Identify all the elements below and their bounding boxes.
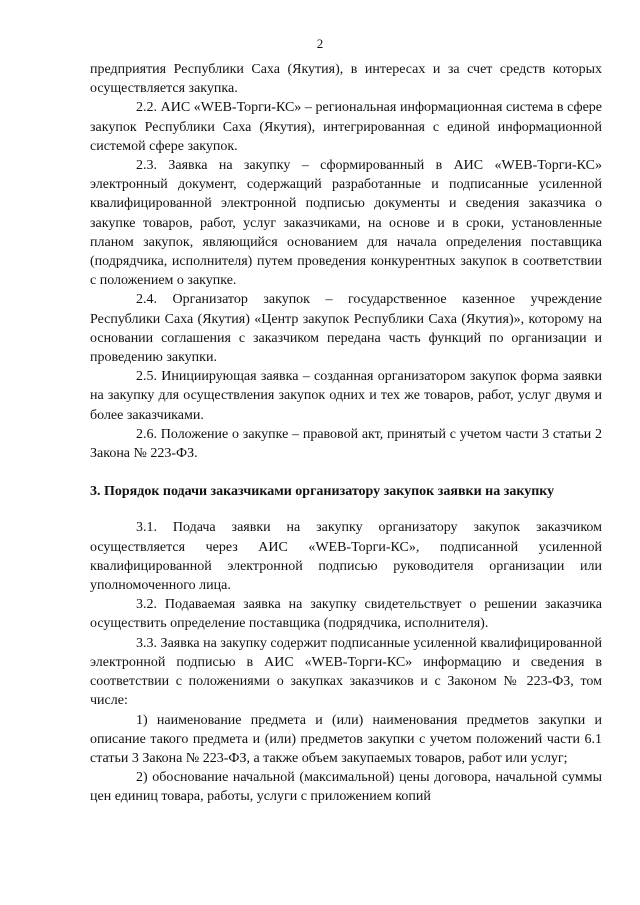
- paragraph: 3.2. Подаваемая заявка на закупку свидетельствует о решении заказчика осуществить определение поставщика (подрядчика, исполнителя).: [90, 597, 602, 632]
- spacer: [90, 463, 602, 482]
- paragraph: 2.4. Организатор закупок – государственное казенное учреждение Республики Саха (Якутия) «Центр закупок Республики Саха (Якутия)», которому на основании соглашения с заказчиком передана часть функций по организации и проведению закупки.: [90, 292, 602, 366]
- spacer: [90, 501, 602, 518]
- paragraph: 3.3. Заявка на закупку содержит подписанные усиленной квалифицированной электронной подписью в АИС «WEB-Торги-КС» информацию и сведения в соответствии с положениями о закупках заказчиков и с Законом № 223-ФЗ, том числе:: [90, 635, 602, 709]
- paragraph: 2) обоснование начальной (максимальной) цены договора, начальной суммы цен единиц товара, работы, услуги с приложением копий: [90, 770, 602, 805]
- document-body: [90, 60, 602, 807]
- paragraph: 2.3. Заявка на закупку – сформированный в АИС «WEB-Торги-КС» электронный документ, содержащий разработанные и подписанные усиленной квалифицированной электронной подписью документы и сведения заказчика о закупке товаров, работ, услуг заказчиками, на основе и в сроки, установленные планом закупок, являющийся основанием для начала определения поставщика (подрядчика, исполнителя) путем проведения конкурентных закупок в соответствии с положением о закупке.: [90, 158, 602, 289]
- paragraph: 2.2. АИС «WEB-Торги-КС» – региональная информационная система в сфере закупок Республики Саха (Якутия), интегрированная с единой информационной системой сфере закупок.: [90, 100, 602, 154]
- paragraph: 1) наименование предмета и (или) наименования предметов закупки и описание такого предмета и (или) предметов закупки с учетом положений части 6.1 статьи 3 Закона № 223-ФЗ, а также объем закупаемых товаров, работ или услуг;: [90, 712, 602, 766]
- section-heading: 3. Порядок подачи заказчиками организатору закупок заявки на закупку: [90, 484, 555, 500]
- paragraph: 2.5. Инициирующая заявка – созданная организатором закупок форма заявки на закупку для осуществления закупок одних и тех же товаров, работ, услуг двумя и более заказчиками.: [90, 369, 602, 423]
- paragraph: 2.6. Положение о закупке – правовой акт, принятый с учетом части 3 статьи 2 Закона № 223-ФЗ.: [90, 426, 602, 462]
- paragraph: 3.1. Подача заявки на закупку организатору закупок заказчиком осуществляется через АИС «WEB-Торги-КС», подписанной усиленной квалифицированной электронной подписью руководителя организации или уполномоченного лица.: [90, 520, 602, 594]
- paragraph: предприятия Республики Саха (Якутия), в интересах и за счет средств которых осуществляется закупка.: [90, 62, 602, 97]
- page-number: 2: [316, 36, 324, 51]
